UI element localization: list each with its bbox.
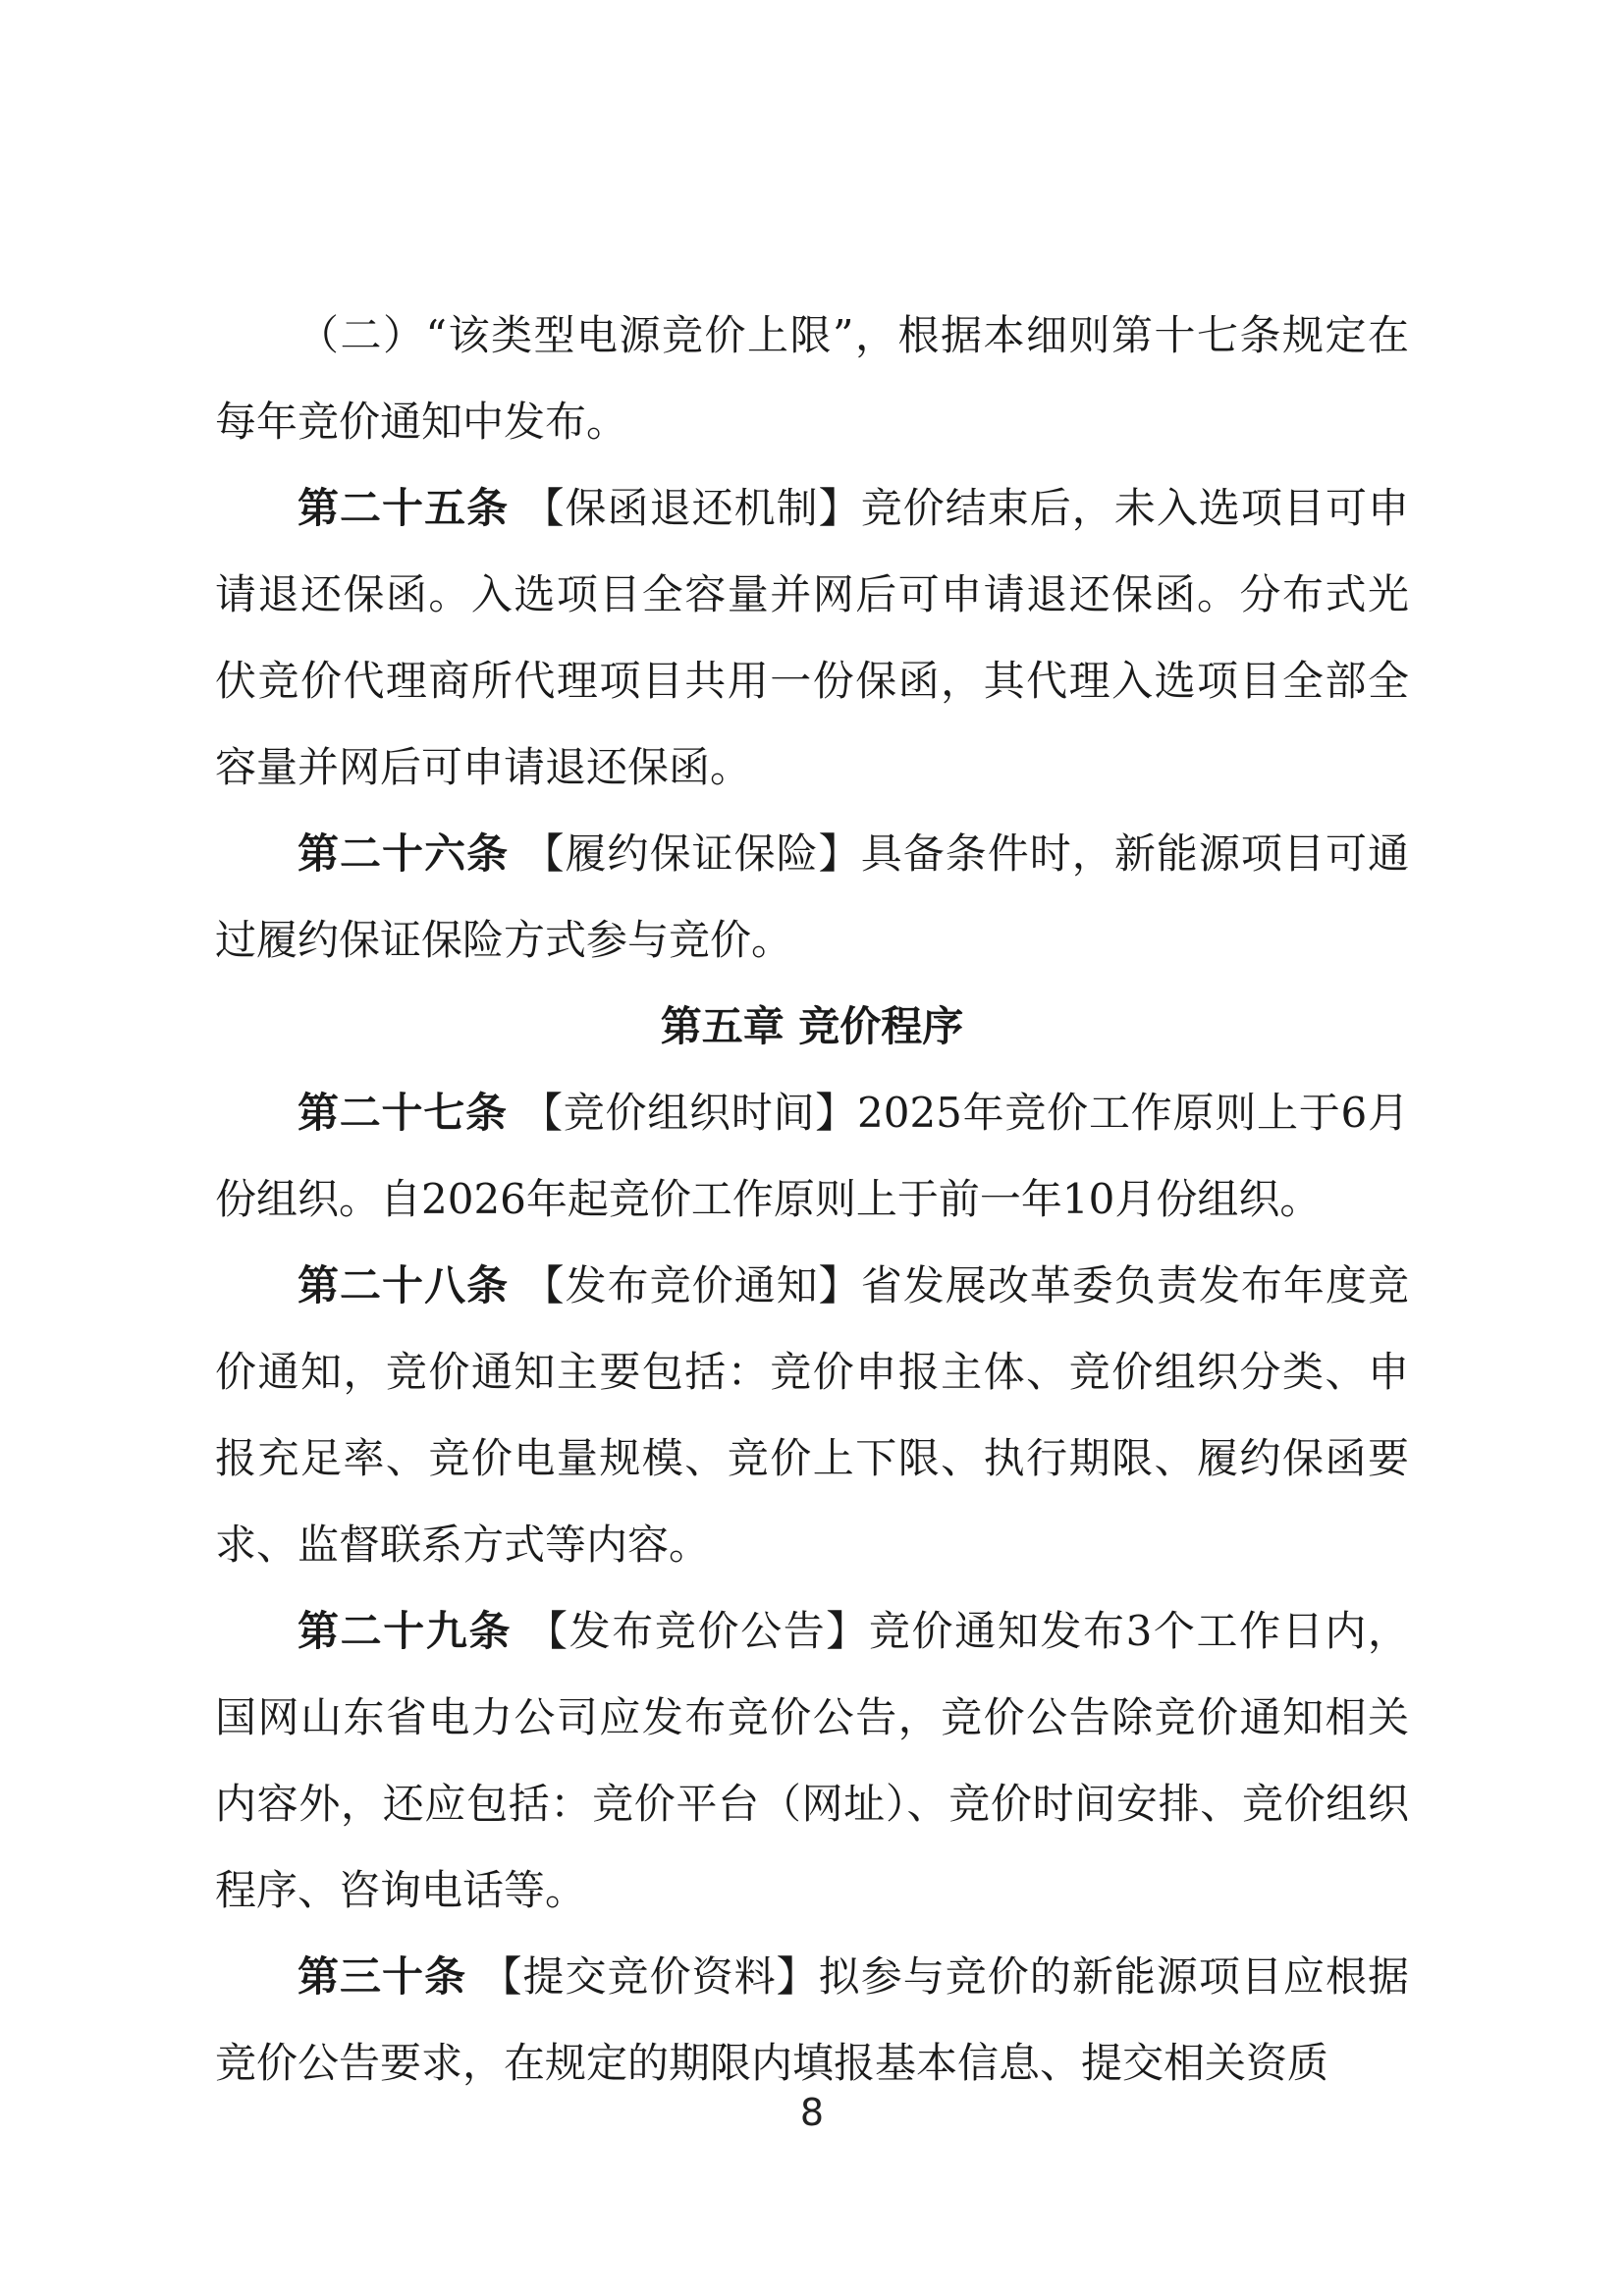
article-25 [215, 465, 1409, 811]
article-30 [215, 1934, 1409, 2107]
article-27 [215, 1070, 1409, 1243]
article-29 [215, 1588, 1409, 1934]
article-26 [215, 811, 1409, 984]
article-title: 第二十七条 [298, 1089, 508, 1137]
article-text: 【提交竞价资料】拟参与竞价的新能源项目应根据竞价公告要求，在规定的期限内填报基本信息、提交相关资质 [215, 1952, 1409, 2087]
article-28 [215, 1243, 1409, 1588]
article-title: 第二十八条 [298, 1261, 510, 1309]
article-text: 【履约保证保险】具备条件时，新能源项目可通过履约保证保险方式参与竞价。 [215, 829, 1409, 964]
chapter-heading: 第五章 竞价程序 [660, 1002, 964, 1050]
paragraph-price-cap-note [215, 293, 1409, 465]
page-number: 8 [799, 2091, 825, 2134]
paragraph-text: （二）“该类型电源竞价上限”，根据本细则第十七条规定在每年竞价通知中发布。 [215, 311, 1409, 446]
article-text: 【发布竞价公告】竞价通知发布3个工作日内，国网山东省电力公司应发布竞价公告，竞价公告除竞价通知相关内容外，还应包括：竞价平台（网址）、竞价时间安排、竞价组织程序、咨询电话等。 [215, 1607, 1409, 1914]
article-title: 第三十条 [298, 1952, 467, 2001]
article-title: 第二十九条 [298, 1607, 513, 1655]
article-title: 第二十六条 [298, 829, 510, 878]
article-text: 【竞价组织时间】2025年竞价工作原则上于6月份组织。自2026年起竞价工作原则上于前一年10月份组织。 [215, 1089, 1409, 1223]
article-title: 第二十五条 [298, 484, 510, 532]
document-body [215, 293, 1409, 2107]
article-text: 【发布竞价通知】省发展改革委负责发布年度竞价通知，竞价通知主要包括：竞价申报主体、竞价组织分类、申报充足率、竞价电量规模、竞价上下限、执行期限、履约保函要求、监督联系方式等内容。 [215, 1261, 1409, 1569]
article-text: 【保函退还机制】竞价结束后，未入选项目可申请退还保函。入选项目全容量并网后可申请退还保函。分布式光伏竞价代理商所代理项目共用一份保函，其代理入选项目全部全容量并网后可申请退还保函。 [215, 484, 1409, 791]
